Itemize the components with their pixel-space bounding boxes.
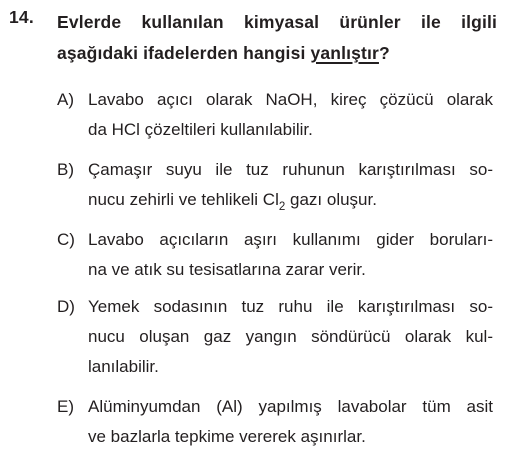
option-d-line-1: Yemek sodasının tuz ruhu ile karıştırılması so- xyxy=(88,297,493,316)
option-b-line-1: Çamaşır suyu ile tuz ruhunun karıştırılması so- xyxy=(88,160,493,179)
option-a-text xyxy=(88,85,493,145)
option-c-line-2: na ve atık su tesisatlarına zarar verir. xyxy=(88,260,366,279)
option-b-line-2-head: nucu zehirli ve tehlikeli Cl xyxy=(88,190,279,209)
option-b-line-2 xyxy=(88,185,493,215)
chlorine-subscript: 2 xyxy=(278,201,286,213)
question-number: 14. xyxy=(9,7,34,27)
question-stem xyxy=(57,7,497,69)
option-d-line-3: lanılabilir. xyxy=(88,357,159,376)
question-stem-line-2 xyxy=(57,38,497,69)
option-c-line-1: Lavabo açıcıların aşırı kullanımı gider boruları- xyxy=(88,230,493,249)
option-a-line-1: Lavabo açıcı olarak NaOH, kireç çözücü olarak xyxy=(88,90,493,109)
option-e-line-1: Alüminyumdan (Al) yapılmış lavabolar tüm asit xyxy=(88,397,493,416)
option-a-letter: A) xyxy=(57,90,74,109)
option-b-text xyxy=(88,155,493,215)
option-e-text xyxy=(88,392,493,452)
question-emphasis-word: yanlıştır xyxy=(310,43,379,63)
option-c-text xyxy=(88,225,493,285)
question-stem-text: aşağıdaki ifadelerden hangisi xyxy=(57,43,311,63)
option-d-text xyxy=(88,292,493,382)
option-a-line-2: da HCl çözeltileri kullanılabilir. xyxy=(88,120,313,139)
question-mark: ? xyxy=(378,43,390,63)
option-e-line-2: ve bazlarla tepkime vererek aşınırlar. xyxy=(88,427,366,446)
option-c-letter: C) xyxy=(57,230,75,249)
question-stem-line-1: Evlerde kullanılan kimyasal ürünler ile ilgili xyxy=(57,12,497,32)
option-b-letter: B) xyxy=(57,160,74,179)
option-d-line-2: nucu oluşan gaz yangın söndürücü olarak kul- xyxy=(88,327,493,346)
option-b-line-2-tail: gazı oluşur. xyxy=(285,190,377,209)
option-e-letter: E) xyxy=(57,397,74,416)
option-d-letter: D) xyxy=(57,297,75,316)
